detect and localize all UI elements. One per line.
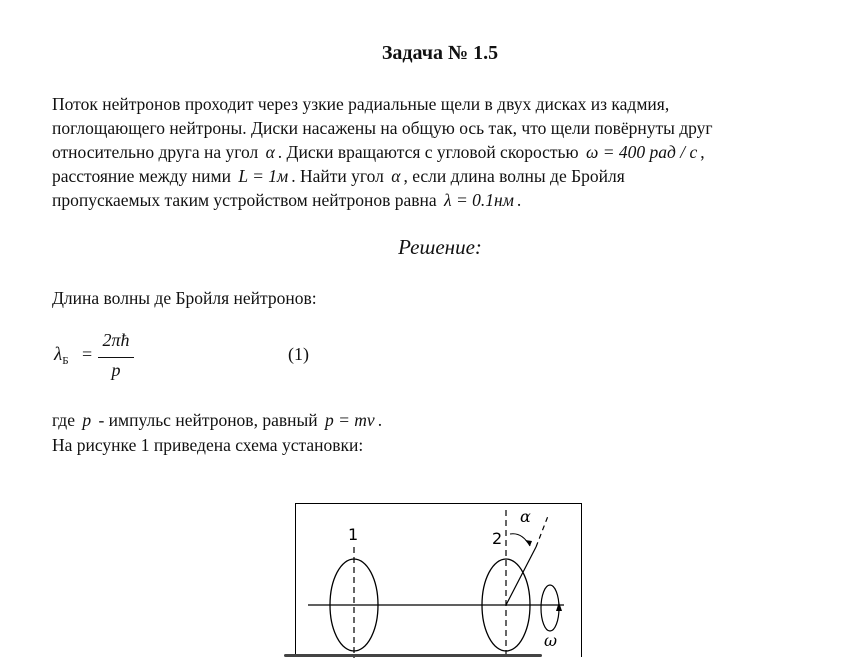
text-segment: , если длина волны де Бройля (403, 166, 625, 186)
problem-line-4 (52, 164, 822, 188)
math-alpha: α (265, 142, 275, 162)
formula-1 (52, 330, 352, 390)
text-segment: пропускаемых таким устройством нейтронов равна (52, 190, 437, 210)
math-wavelength: λ = 0.1нм (444, 190, 514, 210)
text-segment: где (52, 410, 75, 430)
problem-statement (52, 92, 822, 212)
text-segment: . Найти угол (291, 166, 384, 186)
omega-label: ω (544, 631, 558, 650)
rotation-ellipse (541, 585, 559, 631)
solution-heading: Решение: (398, 235, 482, 259)
math-omega: ω = 400 рад / с (585, 142, 698, 162)
text-segment: расстояние между ними (52, 166, 231, 186)
text-segment: . (516, 190, 522, 210)
problem-title: Задача № 1.5 (381, 42, 499, 64)
rotation-arrowhead (556, 602, 562, 611)
setup-diagram (296, 504, 583, 658)
problem-line-5 (52, 188, 822, 212)
momentum-line (52, 408, 822, 432)
math-alpha: α (391, 166, 401, 186)
math-p: p (82, 410, 92, 430)
text-segment: - импульс нейтронов, равный (98, 410, 318, 430)
setup-figure (295, 503, 582, 657)
angle-arrowhead (525, 540, 532, 546)
disk-2-label: 2 (492, 529, 503, 548)
formula-numerator: 2πħ (102, 330, 130, 350)
figure-intro: На рисунке 1 приведена схема установки: (52, 435, 364, 455)
math-momentum: p = mv (324, 410, 375, 430)
formula-denominator: p (111, 360, 121, 380)
math-distance: L = 1м (238, 166, 289, 186)
text-segment: . Диски вращаются с угловой скоростью (277, 142, 579, 162)
formula-equals: = (82, 344, 93, 364)
text-segment: , (700, 142, 705, 162)
formula-subscript: Б (62, 355, 69, 367)
rotated-slit-dashed (536, 516, 548, 547)
problem-line-1: Поток нейтронов проходит через узкие радиальные щели в двух дисках из кадмия, (52, 94, 670, 114)
solution-intro: Длина волны де Бройля нейтронов: (52, 288, 317, 308)
problem-line-2: поглощающего нейтроны. Диски насажены на общую ось так, что щели повёрнуты друг (52, 118, 713, 138)
disk-1-label: 1 (348, 525, 359, 544)
text-segment: относительно друга на угол (52, 142, 259, 162)
problem-line-3 (52, 140, 822, 164)
alpha-label: α (520, 507, 531, 526)
formula-lambda: λ (54, 344, 63, 365)
angle-arc (510, 534, 530, 546)
text-segment: . (377, 410, 383, 430)
formula-lhs (54, 344, 69, 367)
rotated-slit-solid (506, 547, 536, 605)
fraction-line (98, 357, 134, 358)
equation-number: (1) (288, 344, 309, 364)
